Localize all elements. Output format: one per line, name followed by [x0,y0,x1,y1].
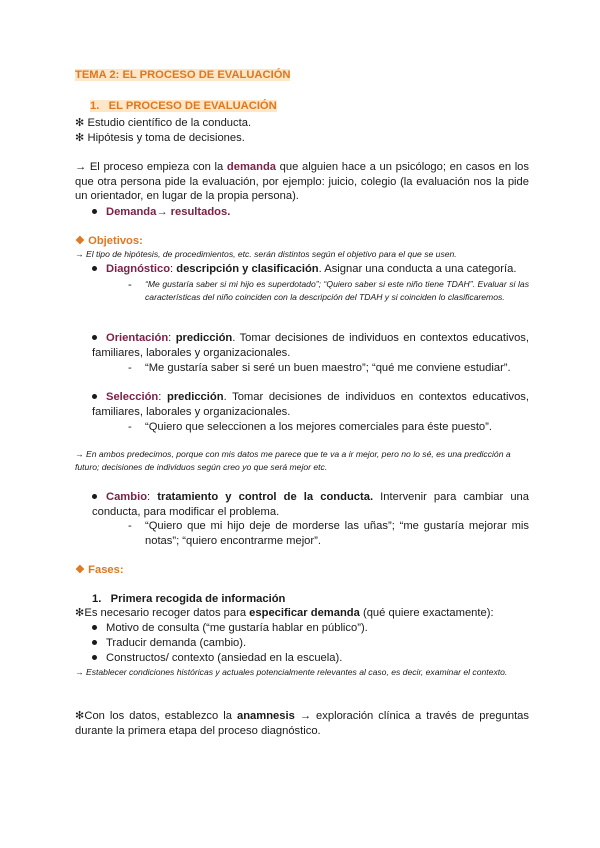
note: → El tipo de hipótesis, de procedimientos, etc. serán distintos según el objetivo para el que se usen. [75,249,457,259]
paragraph: → El proceso empieza con la demanda que alguien hace a un psicólogo; en casos en los que otra persona pide la evaluación, por ejemplo: juicio, colegio (la evaluación nos la pide un orientador, en lugar de la propia persona). [75,161,530,202]
bullet-icon [92,394,97,399]
list-item-seleccion: Selección: predicción. Tomar decisiones de individuos en contextos educativos, familiares, laborales y organizacionales. [92,391,529,418]
intro-bullet: ✻ Hipótesis y toma de decisiones. [75,132,245,144]
bullet-icon [92,209,97,214]
list-item: Traducir demanda (cambio). [92,636,546,651]
fase-heading: 1. Primera recogida de información [92,593,286,605]
list-item-diagnostico: Diagnóstico: descripción y clasificación. Asignar una conducta a una categoría. [92,262,529,277]
list-item: Demanda→ resultados. [92,205,546,220]
list-item: Motivo de consulta (“me gustaría hablar en público”). [92,621,546,636]
bullet-icon [92,266,97,271]
page-title: TEMA 2: EL PROCESO DE EVALUACIÓN [75,69,291,81]
paragraph: ✻Es necesario recoger datos para especificar demanda (qué quiere exactamente): [75,607,494,619]
note: → En ambos predecimos, porque con mis datos me parece que te va a ir mejor, pero no lo sé, es una predicción a futuro; decisiones de individuos según creo yo que será mejor etc. [75,449,511,472]
fases-heading: ❖ Fases: [75,564,124,576]
paragraph: ✻Con los datos, establezco la anamnesis → exploración clínica a través de preguntas durante la primera etapa del proceso diagnóstico. [75,710,529,737]
intro-bullet: ✻ Estudio científico de la conducta. [75,117,252,129]
list-item: Constructos/ contexto (ansiedad en la escuela). [92,651,546,666]
sub-item: “Quiero que mi hijo deje de morderse las uñas”; “me gustaría mejorar mis notas”; “quiero encontrarme mejor”. [145,520,529,547]
section-heading: 1. EL PROCESO DE EVALUACIÓN [90,100,277,112]
bullet-icon [92,335,97,340]
bullet-icon [92,640,97,645]
bullet-icon [92,625,97,630]
list-item-orientacion: Orientación: predicción. Tomar decisiones de individuos en contextos educativos, familiares, laborales y organizacionales. [92,332,530,359]
bullet-icon [92,494,97,499]
list-item-cambio: Cambio: tratamiento y control de la conducta. Intervenir para cambiar una conducta, para modificar el problema. [92,491,529,518]
sub-item: “Me gustaría saber si mi hijo es superdotado”; “Quiero saber si este niño tiene TDAH”. Evaluar si las características del niño coinciden con la descripción del TDAH y si coinciden lo clasificaremos. [145,279,529,302]
document-page: TEMA 2: EL PROCESO DE EVALUACIÓN 1. EL PROCESO DE EVALUACIÓN ✻ Estudio científico de la conducta. ✻ Hipótesis y toma de decisiones. → El proceso empieza con la demanda que alguien hace a un psicólogo; en casos en los que otra persona pide la evaluación, por ejemplo: juicio, colegio (la evaluación nos la pide un orientador, en lugar de la propia persona). Demanda→ resultados. ❖ Objetivos: → El tipo de hipótesis, de procedimientos, etc. serán distintos según el objetivo para el que se usen. Diagnóstico: descripción y clasificación. Asignar una conducta a una categoría. - “Me gustaría saber si mi hijo es superdotado”; “Quiero saber si este niño tiene TDAH”. Evaluar si las características del niño coinciden con la descripción del TDAH y si coinciden lo clasificaremos. Orientación: predicción. Tomar decisiones de individuos en contextos educativos, familiares, laborales y organizacionales. - “Me gustaría saber si seré un buen maestro”; “qué me conviene estudiar”. Selección: predicción. Tomar decisiones de individuos en contextos educativos, familiares, laborales y organizacionales. - “Quiero que seleccionen a los mejores comerciales para éste puesto”. → En ambos predecimos, porque con mis datos me parece que te va a ir mejor, pero no lo sé, es una predicción a futuro; decisiones de individuos según creo yo que será mejor etc. Cambio: tratamiento y control de la conducta. Intervenir para cambiar una conducta, para modificar el problema. - “Quiero que mi hijo deje de morderse las uñas”; “me gustaría mejorar mis notas”; “quiero encontrarme mejor”. ❖ Fases: 1. Primera recogida de información ✻Es necesario recoger datos para especificar demanda (qué quiere exactamente): Motivo de consulta (“me gustaría hablar en público”). Traducir demanda (cambio). Constructos/ contexto (ansiedad en la escuela). → Establecer condiciones históricas y actuales potencialmente relevantes al caso, es decir, examinar el contexto. ✻Con los datos, establezco la anamnesis → exploración clínica a través de preguntas durante la primera etapa del proceso diagnóstico. [0,0,600,848]
note: → Establecer condiciones históricas y actuales potencialmente relevantes al caso, es decir, examinar el contexto. [75,667,508,677]
objetivos-heading: ❖ Objetivos: [75,235,143,247]
sub-item: “Quiero que seleccionen a los mejores comerciales para éste puesto”. [145,421,492,433]
sub-item: “Me gustaría saber si seré un buen maestro”; “qué me conviene estudiar”. [145,362,511,374]
bullet-icon [92,655,97,660]
